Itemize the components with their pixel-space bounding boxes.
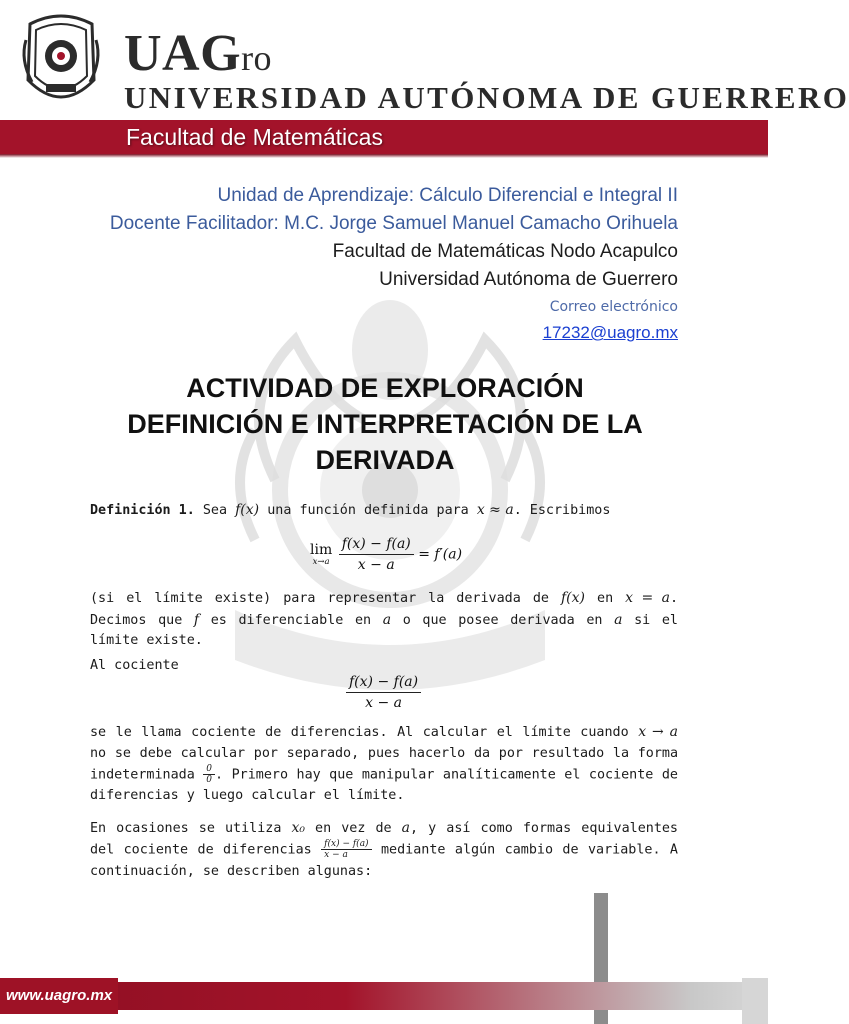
- faculty-banner-title: Facultad de Matemáticas: [126, 124, 383, 150]
- course-teacher: Docente Facilitador: M.C. Jorge Samuel Manuel Camacho Orihuela: [109, 213, 678, 234]
- text-run: no se debe calcular por separado, pues hacerlo da por resultado la forma indeterminada: [90, 745, 678, 783]
- math-run: a: [382, 611, 392, 628]
- paragraph-derivative-meaning: [90, 588, 678, 652]
- quotient-denominator: x − a: [365, 695, 402, 711]
- math-run: x₀: [291, 820, 305, 836]
- footer-corner-block: [742, 978, 768, 1024]
- limit-operator: [310, 542, 332, 567]
- quotient-numerator: f(x) − f(a): [339, 534, 414, 555]
- x-approx-a: x ≈ a: [476, 502, 514, 518]
- university-name: UNIVERSIDAD AUTÓNOMA DE GUERRERO: [124, 80, 849, 115]
- lim-text: lim: [310, 542, 333, 558]
- frac-den: x − a: [324, 850, 348, 860]
- brand-wordmark: [124, 25, 273, 84]
- uagro-shield-logo: [22, 10, 100, 112]
- text-run: (si el límite existe) para representar la derivada de: [90, 591, 561, 606]
- email-label: Correo electrónico: [549, 299, 678, 315]
- text-run: . Decimos que: [90, 591, 679, 628]
- difference-quotient: [339, 534, 414, 575]
- text-run: es diferenciable en: [199, 612, 383, 628]
- quotient-display: [346, 672, 421, 713]
- faculty-node: Facultad de Matemáticas Nodo Acapulco: [332, 241, 678, 262]
- activity-title-line1: ACTIVIDAD DE EXPLORACIÓN: [186, 373, 584, 403]
- text-run: si el límite existe.: [90, 612, 678, 648]
- fx-symbol: f(x): [235, 502, 260, 518]
- text-run: . Primero hay que manipular analíticamente el cociente de diferencias y luego calcular el límite.: [90, 767, 678, 803]
- definition-text: Sea: [194, 503, 236, 518]
- brand-main: UAG: [124, 25, 242, 82]
- text-run: , y así como formas equivalentes del cociente de diferencias: [90, 821, 678, 858]
- limit-equation: [310, 534, 462, 575]
- math-run: a: [614, 611, 623, 628]
- faculty-banner: [0, 120, 768, 154]
- definition-text: . Escribimos: [513, 503, 611, 518]
- text-run: se le llama cociente de diferencias. Al calcular el límite cuando: [90, 725, 639, 740]
- lim-subscript: x→a: [312, 557, 330, 567]
- paragraph-difference-quotient: [90, 722, 678, 807]
- quotient-numerator: f(x) − f(a): [346, 672, 421, 693]
- zero-over-zero: [203, 764, 215, 785]
- activity-title-line2: DEFINICIÓN E INTERPRETACIÓN DE LA: [127, 409, 643, 439]
- definition-label: Definición 1.: [90, 503, 195, 518]
- definition-line: [90, 500, 678, 521]
- text-run: en: [584, 591, 626, 606]
- footer-url-link[interactable]: www.uagro.mx: [6, 987, 113, 1004]
- frac-num: f(x) − f(a): [321, 839, 371, 850]
- paragraph-al-cociente: Al cociente: [90, 658, 179, 673]
- text-run: en vez de: [305, 821, 402, 836]
- quotient-denominator: x − a: [357, 557, 395, 573]
- definition-text: una función definida para: [259, 503, 477, 518]
- frac-den: 0: [206, 775, 213, 785]
- text-run: mediante algún cambio de variable. A continuación, se describen algunas:: [90, 842, 678, 879]
- derivative-rhs: = f′(a): [418, 546, 463, 563]
- paragraph-equivalent-forms: [90, 818, 678, 882]
- university-line: Universidad Autónoma de Guerrero: [379, 269, 678, 290]
- text-run: En ocasiones se utiliza: [90, 821, 292, 836]
- frac-num: 0: [203, 764, 215, 775]
- math-run: f(x): [560, 590, 585, 606]
- brand-suffix: ro: [241, 38, 273, 78]
- activity-title-line3: DERIVADA: [315, 445, 455, 475]
- math-run: a: [401, 820, 411, 836]
- course-unit: Unidad de Aprendizaje: Cálculo Diferencial e Integral II: [217, 185, 678, 206]
- activity-title: [60, 370, 710, 478]
- math-run: x → a: [638, 724, 678, 740]
- math-run: f: [193, 611, 200, 628]
- math-run: x = a: [625, 590, 670, 606]
- email-link[interactable]: 17232@uagro.mx: [542, 323, 678, 342]
- course-info: [110, 182, 678, 346]
- inline-difference-quotient: [321, 839, 371, 860]
- difference-quotient-display: [346, 672, 421, 713]
- text-run: o que posee derivada en: [391, 612, 615, 628]
